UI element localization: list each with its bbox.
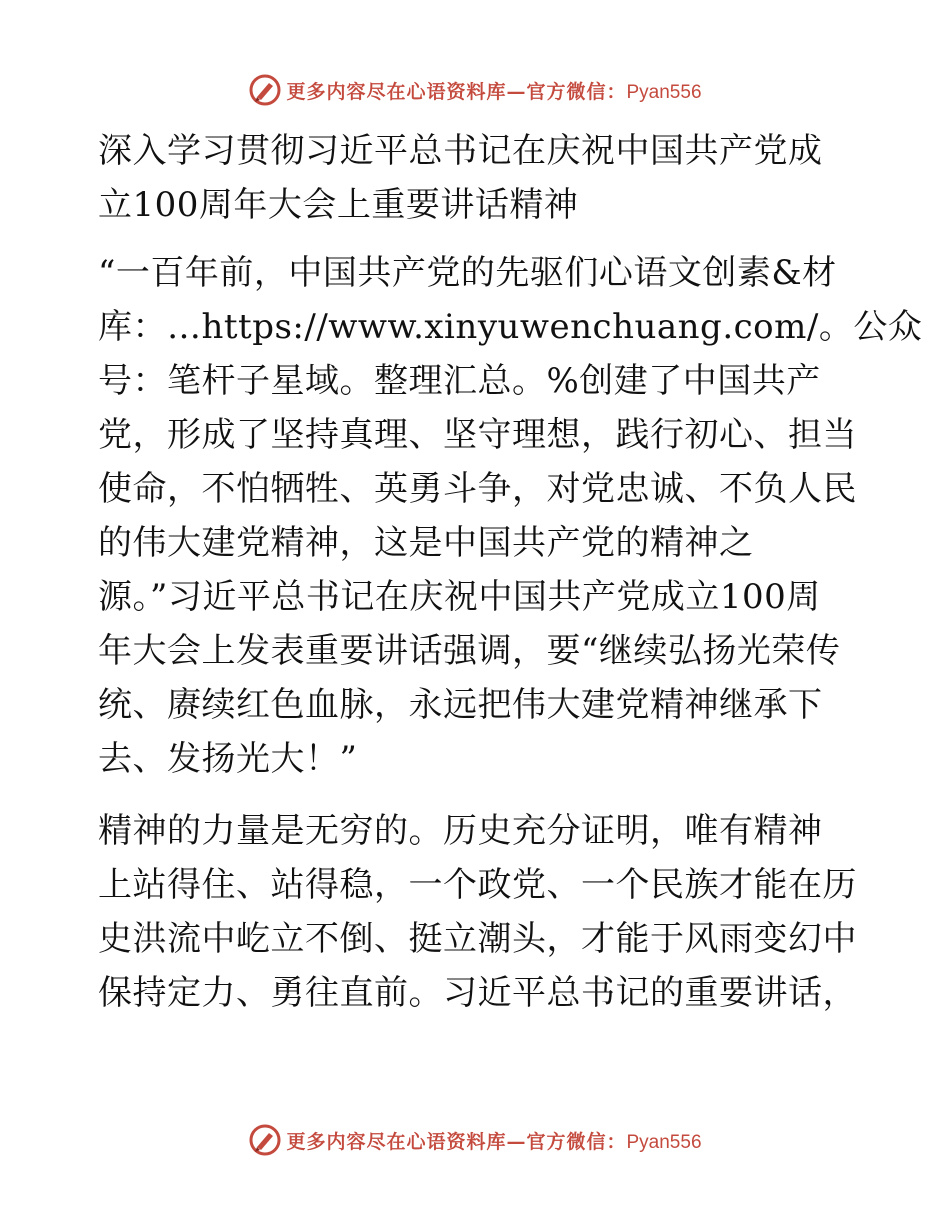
title-line-1: 深入学习贯彻习近平总书记在庆祝中国共产党成 xyxy=(98,131,823,171)
paragraph1-line-5: 使命，不怕牺牲、英勇斗争，对党忠诚、不负人民 xyxy=(98,469,857,509)
title-line-2: 立100周年大会上重要讲话精神 xyxy=(98,185,579,225)
paragraph1-line-3: 号：笔杆子星域。整理汇总。%创建了中国共产 xyxy=(98,361,821,401)
banner-wechat-id: Pyan556 xyxy=(626,1131,702,1153)
header-banner xyxy=(0,70,950,110)
paragraph2-line-1: 精神的力量是无穷的。历史充分证明，唯有精神 xyxy=(98,811,823,851)
pen-logo-icon xyxy=(248,73,282,107)
banner-wechat-id: Pyan556 xyxy=(626,81,702,103)
paragraph1-line-6: 的伟大建党精神，这是中国共产党的精神之 xyxy=(98,523,754,563)
banner-label: 更多内容尽在心语资料库—官方微信： xyxy=(286,80,627,103)
paragraph1-line-9: 统、赓续红色血脉，永远把伟大建党精神继承下 xyxy=(98,685,823,725)
paragraph2-line-2: 上站得住、站得稳，一个政党、一个民族才能在历 xyxy=(98,865,857,905)
paragraph1-line-10: 去、发扬光大！” xyxy=(98,739,358,779)
banner-label: 更多内容尽在心语资料库—官方微信： xyxy=(286,1130,627,1153)
banner-text xyxy=(286,1127,701,1154)
paragraph1-line-7: 源。”习近平总书记在庆祝中国共产党成立100周 xyxy=(98,577,821,617)
pen-logo-icon xyxy=(248,1123,282,1157)
paragraph1-line-4: 党，形成了坚持真理、坚守理想，践行初心、担当 xyxy=(98,415,857,455)
document-body xyxy=(98,124,923,1020)
banner-text xyxy=(286,77,701,104)
paragraph2-line-4: 保持定力、勇往直前。习近平总书记的重要讲话， xyxy=(98,973,857,1013)
paragraph2-line-3: 史洪流中屹立不倒、挺立潮头，才能于风雨变幻中 xyxy=(98,919,857,959)
footer-banner xyxy=(0,1120,950,1160)
paragraph1-line-1: “一百年前，中国共产党的先驱们心语文创素&材 xyxy=(98,253,837,293)
paragraph1-line-8: 年大会上发表重要讲话强调，要“继续弘扬光荣传 xyxy=(98,631,841,671)
paragraph1-line-2: 库：…https://www.xinyuwenchuang.com/。公众 xyxy=(98,307,923,347)
